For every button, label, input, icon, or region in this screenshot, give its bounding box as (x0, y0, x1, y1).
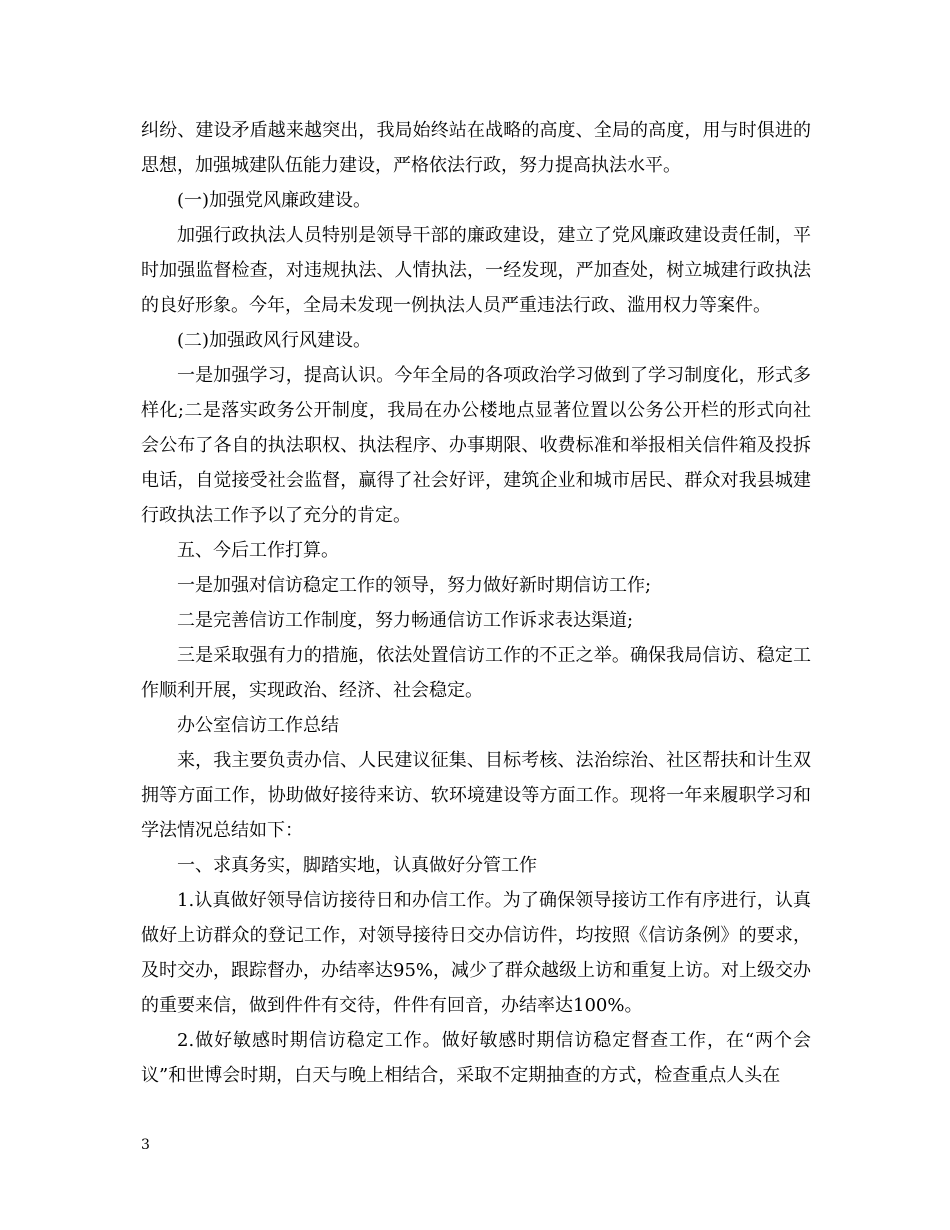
paragraph: 2.做好敏感时期信访稳定工作。做好敏感时期信访稳定督查工作，在“两个会议”和世博会时期，白天与晚上相结合，采取不定期抽查的方式，检查重点人头在 (141, 1030, 811, 1086)
paragraph: 1.认真做好领导信访接待日和办信工作。为了确保领导接访工作有序进行，认真做好上访群众的登记工作，对领导接待日交办信访件，均按照《信访条例》的要求，及时交办，跟踪督办，办结率达95%，减少了群众越级上访和重复上访。对上级交办的重要来信，做到件件有交待，件件有回音，办结率达100%。 (141, 890, 812, 1016)
list-item: 二是完善信访工作制度，努力畅通信访工作诉求表达渠道; (177, 610, 634, 631)
document-body (141, 113, 811, 1093)
list-item: 一是加强对信访稳定工作的领导，努力做好新时期信访工作; (177, 575, 652, 596)
paragraph: 一是加强学习，提高认识。今年全局的各项政治学习做到了学习制度化，形式多样化;二是落实政务公开制度，我局在办公楼地点显著位置以公务公开栏的形式向社会公布了各自的执法职权、执法程序、办事期限、收费标准和举报相关信件箱及投拆电话，自觉接受社会监督，赢得了社会好评，建筑企业和城市居民、群众对我县城建行政执法工作予以了充分的肯定。 (141, 365, 811, 526)
page-number: 3 (141, 1137, 150, 1153)
document-subtitle: 办公室信访工作总结 (177, 715, 339, 736)
paragraph: 纠纷、建设矛盾越来越突出，我局始终站在战略的高度、全局的高度，用与时俱进的思想，加强城建队伍能力建设，严格依法行政，努力提高执法水平。 (141, 120, 811, 176)
section-heading: 一、求真务实，脚踏实地，认真做好分管工作 (177, 855, 537, 876)
section-heading: (一)加强党风廉政建设。 (177, 190, 372, 211)
paragraph: 来，我主要负责办信、人民建议征集、目标考核、法治综治、社区帮扶和计生双拥等方面工作，协助做好接待来访、软环境建设等方面工作。现将一年来履职学习和学法情况总结如下： (141, 750, 811, 841)
paragraph: 加强行政执法人员特别是领导干部的廉政建设，建立了党风廉政建设责任制，平时加强监督检查，对违规执法、人情执法，一经发现，严加查处，树立城建行政执法的良好形象。今年，全局未发现一例执法人员严重违法行政、滥用权力等案件。 (141, 225, 811, 316)
list-item: 三是采取强有力的措施，依法处置信访工作的不正之举。确保我局信访、稳定工作顺利开展，实现政治、经济、社会稳定。 (141, 645, 811, 701)
section-heading: 五、今后工作打算。 (177, 540, 339, 561)
section-heading: (二)加强政风行风建设。 (177, 330, 372, 351)
